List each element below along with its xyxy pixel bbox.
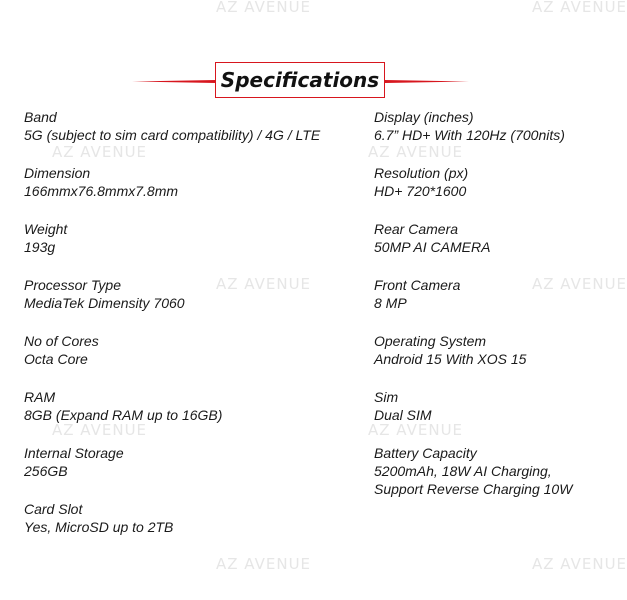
watermark: AZ AVENUE	[532, 0, 627, 16]
page-title: Specifications	[220, 68, 380, 92]
spec-label: Internal Storage	[24, 445, 124, 461]
spec-value: 50MP AI CAMERA	[374, 239, 491, 255]
spec-label: Weight	[24, 221, 68, 237]
spec-value: MediaTek Dimensity 7060	[24, 295, 185, 311]
specifications-header	[0, 62, 600, 100]
spec-front-camera	[374, 276, 594, 332]
spec-value: 6.7” HD+ With 120Hz (700nits)	[374, 127, 565, 143]
spec-value: 256GB	[24, 463, 68, 479]
watermark: AZ AVENUE	[532, 275, 627, 293]
spec-label: Band	[24, 109, 57, 125]
spec-value: 5G (subject to sim card compatibility) / 4G / LTE	[24, 127, 321, 143]
watermark: AZ AVENUE	[532, 555, 627, 573]
watermark: AZ AVENUE	[216, 0, 312, 16]
right-spec-column	[374, 108, 594, 500]
spec-display	[374, 108, 594, 164]
spec-value-line2: Support Reverse Charging 10W	[374, 481, 573, 497]
spec-internal-storage	[24, 444, 324, 500]
spec-label: Resolution (px)	[374, 165, 469, 181]
title-box	[215, 62, 385, 98]
spec-sim	[374, 388, 594, 444]
spec-label: Card Slot	[24, 501, 83, 517]
spec-rear-camera	[374, 220, 594, 276]
watermark: AZ AVENUE	[52, 421, 148, 439]
spec-resolution	[374, 164, 594, 220]
watermark: AZ AVENUE	[368, 421, 464, 439]
spec-band	[24, 108, 324, 164]
spec-value: 5200mAh, 18W AI Charging,	[374, 463, 552, 479]
spec-label: Rear Camera	[374, 221, 459, 237]
spec-value: Yes, MicroSD up to 2TB	[24, 519, 174, 535]
header-left-accent-line	[132, 80, 216, 83]
spec-label: Front Camera	[374, 277, 461, 293]
spec-battery-capacity	[374, 444, 594, 500]
spec-label: Battery Capacity	[374, 445, 477, 461]
watermark: AZ AVENUE	[216, 555, 312, 573]
spec-value: 8 MP	[374, 295, 407, 311]
watermark: AZ AVENUE	[216, 275, 312, 293]
spec-label: Sim	[374, 389, 399, 405]
spec-no-of-cores	[24, 332, 324, 388]
watermark: AZ AVENUE	[52, 143, 148, 161]
spec-weight	[24, 220, 324, 276]
spec-label: Display (inches)	[374, 109, 474, 125]
spec-dimension	[24, 164, 324, 220]
spec-label: Dimension	[24, 165, 91, 181]
spec-operating-system	[374, 332, 594, 388]
spec-ram	[24, 388, 324, 444]
header-right-accent-line	[385, 80, 469, 83]
spec-label: Operating System	[374, 333, 487, 349]
spec-value: 166mmx76.8mmx7.8mm	[24, 183, 179, 199]
left-spec-column	[24, 108, 324, 556]
spec-label: Processor Type	[24, 277, 121, 293]
spec-value: HD+ 720*1600	[374, 183, 467, 199]
spec-value: 193g	[24, 239, 56, 255]
watermark: AZ AVENUE	[368, 143, 464, 161]
spec-value: Dual SIM	[374, 407, 432, 423]
spec-label: RAM	[24, 389, 56, 405]
spec-value: Android 15 With XOS 15	[374, 351, 527, 367]
spec-label: No of Cores	[24, 333, 99, 349]
spec-card-slot	[24, 500, 324, 556]
spec-processor-type	[24, 276, 324, 332]
spec-value: Octa Core	[24, 351, 88, 367]
spec-value: 8GB (Expand RAM up to 16GB)	[24, 407, 223, 423]
